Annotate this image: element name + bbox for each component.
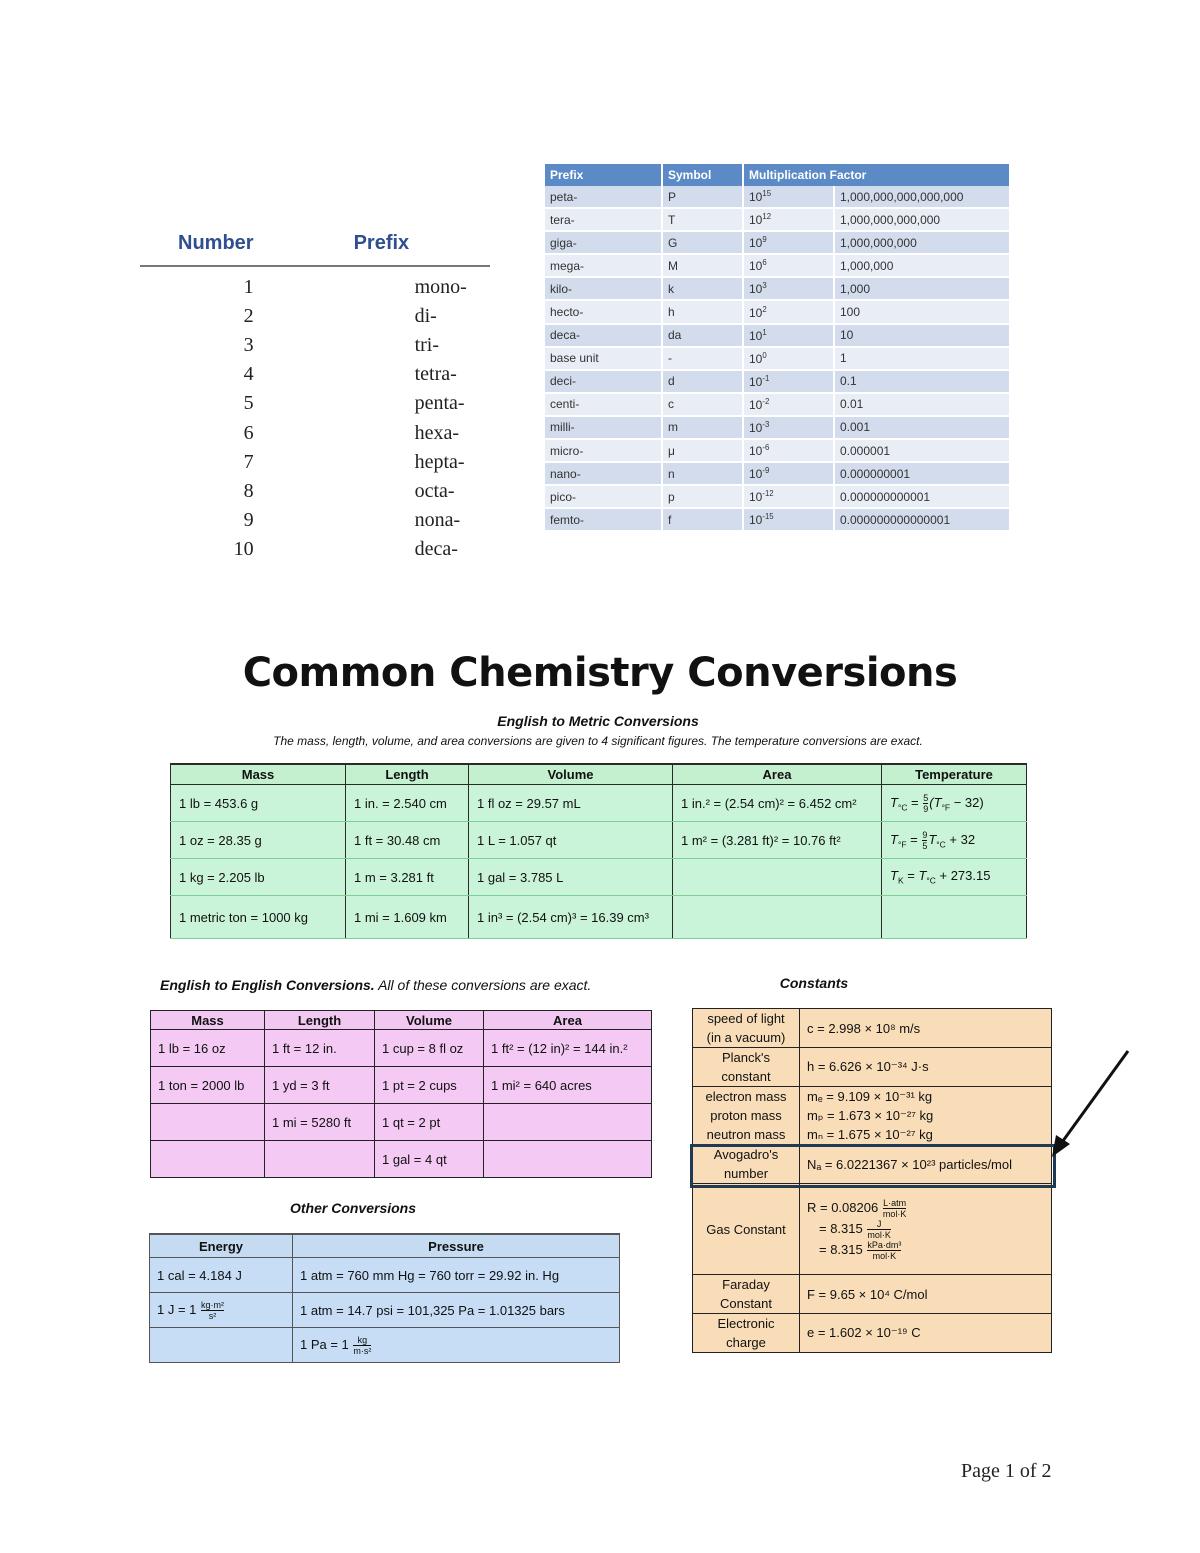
e2m-cell: 1 kg = 2.205 lb xyxy=(171,859,346,896)
si-prefix-row xyxy=(545,208,1010,231)
number-prefix-row xyxy=(140,331,490,360)
si-value-cell: 0.1 xyxy=(834,370,1010,393)
prefix-cell: nona- xyxy=(414,508,461,531)
si-factor-header: Multiplication Factor xyxy=(743,164,1010,186)
si-power-cell: $10^{-1}$ xyxy=(743,370,834,393)
si-power-cell: $10^6$ xyxy=(743,254,834,277)
e2e-row xyxy=(151,1141,652,1178)
pressure-cell: 1 atm = 760 mm Hg = 760 torr = 29.92 in. Hg xyxy=(293,1258,620,1293)
si-power-cell: $10^9$ xyxy=(743,231,834,254)
si-prefix-cell: femto- xyxy=(545,508,662,531)
prefix-cell: octa- xyxy=(414,479,455,502)
pressure-cell: 1 atm = 14.7 psi = 101,325 Pa = 1.01325 bars xyxy=(293,1293,620,1328)
constant-value: mₑ = 9.109 × 10⁻³¹ kg mₚ = 1.673 × 10⁻²⁷ kg mₙ = 1.675 × 10⁻²⁷ kg xyxy=(800,1087,1052,1145)
e2e-mass-header: Mass xyxy=(151,1011,265,1030)
si-value-cell: 0.001 xyxy=(834,416,1010,439)
si-symbol-cell: f xyxy=(662,508,743,531)
avogadro-highlight-box xyxy=(690,1144,1056,1188)
si-power-cell: $10^{-6}$ xyxy=(743,439,834,462)
e2m-cell: 1 m² = (3.281 ft)² = 10.76 ft² xyxy=(673,822,882,859)
english-metric-note: The mass, length, volume, and area conversions are given to 4 significant figures. The temperature conversions are exact. xyxy=(273,734,923,748)
english-metric-table xyxy=(170,763,1027,939)
si-prefix-row xyxy=(545,277,1010,300)
e2e-row xyxy=(151,1030,652,1067)
prefix-cell: hexa- xyxy=(414,421,459,444)
e2e-volume-header: Volume xyxy=(375,1011,484,1030)
e2m-cell: 1 oz = 28.35 g xyxy=(171,822,346,859)
si-prefix-cell: deca- xyxy=(545,324,662,347)
si-value-cell: 1,000,000 xyxy=(834,254,1010,277)
prefix-cell: tri- xyxy=(414,334,440,357)
si-value-cell: 1,000,000,000,000,000 xyxy=(834,186,1010,208)
number-cell: 4 xyxy=(243,363,254,386)
constant-label: speed of light (in a vacuum) xyxy=(693,1009,800,1048)
si-symbol-cell: μ xyxy=(662,439,743,462)
si-symbol-cell: T xyxy=(662,208,743,231)
si-value-cell: 0.01 xyxy=(834,393,1010,416)
si-prefix-cell: peta- xyxy=(545,186,662,208)
e2e-length-header: Length xyxy=(265,1011,375,1030)
si-power-cell: $10^1$ xyxy=(743,324,834,347)
si-value-cell: 1 xyxy=(834,347,1010,370)
prefix-cell: penta- xyxy=(414,392,465,415)
number-prefix-row xyxy=(140,535,490,564)
si-prefix-cell: tera- xyxy=(545,208,662,231)
e2e-area-header: Area xyxy=(484,1011,652,1030)
e2e-cell: 1 mi = 5280 ft xyxy=(265,1104,375,1141)
number-cell: 6 xyxy=(243,421,254,444)
e2e-cell xyxy=(265,1141,375,1178)
si-power-cell: $10^2$ xyxy=(743,300,834,323)
number-cell: 3 xyxy=(243,334,254,357)
constant-value: Nₐ = 6.0221367 × 10²³ particles/mol xyxy=(800,1145,1052,1184)
si-prefix-cell: nano- xyxy=(545,462,662,485)
pressure-cell: 1 Pa = 1 $\frac{kg}{\text{m·s²}}$ xyxy=(293,1328,620,1363)
temp-formula-f: $T_{^\circ F}$ = $\frac{9}{5}$ $T_{^\circ C} + 32$ xyxy=(882,822,1027,859)
e2m-cell: 1 in³ = (2.54 cm)³ = 16.39 cm³ xyxy=(469,896,673,939)
si-symbol-cell: h xyxy=(662,300,743,323)
english-english-title: English to English Conversions. All of these conversions are exact. xyxy=(160,977,592,993)
energy-cell xyxy=(150,1328,293,1363)
e2m-cell: 1 ft = 30.48 cm xyxy=(346,822,469,859)
si-prefix-header: Prefix xyxy=(545,164,662,186)
constant-label: Gas Constant xyxy=(693,1184,800,1275)
si-symbol-cell: M xyxy=(662,254,743,277)
e2m-cell: 1 L = 1.057 qt xyxy=(469,822,673,859)
e2m-cell xyxy=(882,896,1027,939)
e2e-cell xyxy=(484,1104,652,1141)
si-prefix-cell: centi- xyxy=(545,393,662,416)
number-prefix-row xyxy=(140,477,490,506)
e2e-cell: 1 cup = 8 fl oz xyxy=(375,1030,484,1067)
si-prefix-row xyxy=(545,416,1010,439)
e2e-cell: 1 yd = 3 ft xyxy=(265,1067,375,1104)
e2m-mass-header: Mass xyxy=(171,764,346,785)
si-prefix-row xyxy=(545,370,1010,393)
e2e-row xyxy=(151,1067,652,1104)
number-cell: 2 xyxy=(243,305,254,328)
e2e-cell: 1 lb = 16 oz xyxy=(151,1030,265,1067)
si-symbol-cell: P xyxy=(662,186,743,208)
other-conversions-table xyxy=(149,1233,620,1363)
si-prefix-row xyxy=(545,231,1010,254)
e2m-volume-header: Volume xyxy=(469,764,673,785)
e2m-cell: 1 metric ton = 1000 kg xyxy=(171,896,346,939)
si-prefix-cell: base unit xyxy=(545,347,662,370)
si-prefix-cell: kilo- xyxy=(545,277,662,300)
si-symbol-cell: p xyxy=(662,485,743,508)
si-value-cell: 1,000,000,000 xyxy=(834,231,1010,254)
si-prefix-row xyxy=(545,393,1010,416)
si-prefix-cell: micro- xyxy=(545,439,662,462)
si-prefix-row xyxy=(545,508,1010,531)
constant-label: Electronic charge xyxy=(693,1314,800,1353)
si-value-cell: 1,000 xyxy=(834,277,1010,300)
si-symbol-cell: k xyxy=(662,277,743,300)
e2e-cell: 1 ft² = (12 in)² = 144 in.² xyxy=(484,1030,652,1067)
english-english-table xyxy=(150,1010,652,1178)
si-power-cell: $10^{-12}$ xyxy=(743,485,834,508)
si-prefix-cell: pico- xyxy=(545,485,662,508)
prefix-cell: tetra- xyxy=(414,363,457,386)
number-cell: 1 xyxy=(243,276,254,299)
e2e-cell: 1 gal = 4 qt xyxy=(375,1141,484,1178)
number-prefix-row xyxy=(140,266,490,302)
constant-label: Avogadro's number xyxy=(693,1145,800,1184)
si-prefix-row xyxy=(545,254,1010,277)
number-prefix-row xyxy=(140,448,490,477)
si-prefix-cell: milli- xyxy=(545,416,662,439)
constant-value: c = 2.998 × 10⁸ m/s xyxy=(800,1009,1052,1048)
e2e-cell: 1 ton = 2000 lb xyxy=(151,1067,265,1104)
si-prefix-cell: mega- xyxy=(545,254,662,277)
page-number: Page 1 of 2 xyxy=(961,1460,1052,1482)
si-prefix-cell: giga- xyxy=(545,231,662,254)
constant-value: R = 0.08206 $\frac{\text{L·atm}}{\text{mol·K}}$ = 8.315 $\frac{J}{\text{mol·K}}$ = 8.315 $\frac{\text{kPa·dm³}}{\text{mol·K}}$ xyxy=(800,1184,1052,1275)
e2m-cell xyxy=(673,896,882,939)
english-metric-title: English to Metric Conversions xyxy=(497,713,699,729)
si-symbol-header: Symbol xyxy=(662,164,743,186)
energy-cell: 1 J = 1 $\frac{\text{kg·m²}}{\text{s²}}$ xyxy=(150,1293,293,1328)
number-cell: 10 xyxy=(233,537,254,560)
number-header: Number xyxy=(140,225,254,266)
constant-label: Faraday Constant xyxy=(693,1275,800,1314)
si-prefix-table xyxy=(545,164,1011,532)
si-power-cell: $10^{15}$ xyxy=(743,186,834,208)
si-power-cell: $10^{-2}$ xyxy=(743,393,834,416)
si-power-cell: $10^0$ xyxy=(743,347,834,370)
number-prefix-row xyxy=(140,302,490,331)
si-value-cell: 100 xyxy=(834,300,1010,323)
temp-formula-c: $T_{^\circ C}$ = $\frac{5}{9}$ $(T_{^\circ F} - 32)$ xyxy=(882,785,1027,822)
prefix-cell: hepta- xyxy=(414,450,465,473)
constant-value: h = 6.626 × 10⁻³⁴ J·s xyxy=(800,1048,1052,1087)
e2m-cell xyxy=(673,859,882,896)
e2m-cell: 1 in.² = (2.54 cm)² = 6.452 cm² xyxy=(673,785,882,822)
si-prefix-row xyxy=(545,462,1010,485)
pressure-header: Pressure xyxy=(293,1234,620,1258)
constants-title: Constants xyxy=(779,975,849,991)
constant-value: F = 9.65 × 10⁴ C/mol xyxy=(800,1275,1052,1314)
si-symbol-cell: n xyxy=(662,462,743,485)
e2m-cell: 1 m = 3.281 ft xyxy=(346,859,469,896)
si-symbol-cell: da xyxy=(662,324,743,347)
prefix-cell: di- xyxy=(414,305,437,328)
si-value-cell: 0.000000000000001 xyxy=(834,508,1010,531)
si-prefix-row xyxy=(545,485,1010,508)
si-power-cell: $10^3$ xyxy=(743,277,834,300)
e2m-cell: 1 lb = 453.6 g xyxy=(171,785,346,822)
si-prefix-cell: hecto- xyxy=(545,300,662,323)
e2e-cell xyxy=(151,1141,265,1178)
prefix-cell: deca- xyxy=(414,537,458,560)
number-prefix-row xyxy=(140,418,490,447)
constant-label: Planck's constant xyxy=(693,1048,800,1087)
e2e-cell: 1 ft = 12 in. xyxy=(265,1030,375,1067)
prefix-cell: mono- xyxy=(414,276,467,299)
e2m-length-header: Length xyxy=(346,764,469,785)
page-title: Common Chemistry Conversions xyxy=(242,650,958,696)
energy-header: Energy xyxy=(150,1234,293,1258)
e2e-cell xyxy=(151,1104,265,1141)
si-power-cell: $10^{-3}$ xyxy=(743,416,834,439)
number-cell: 9 xyxy=(243,508,254,531)
e2e-cell xyxy=(484,1141,652,1178)
e2m-area-header: Area xyxy=(673,764,882,785)
number-prefix-table xyxy=(140,225,490,564)
si-symbol-cell: d xyxy=(662,370,743,393)
number-prefix-row xyxy=(140,360,490,389)
si-power-cell: $10^{12}$ xyxy=(743,208,834,231)
e2m-cell: 1 gal = 3.785 L xyxy=(469,859,673,896)
si-power-cell: $10^{-15}$ xyxy=(743,508,834,531)
e2m-cell: 1 in. = 2.540 cm xyxy=(346,785,469,822)
other-conversions-title: Other Conversions xyxy=(289,1200,417,1216)
si-symbol-cell: - xyxy=(662,347,743,370)
si-prefix-row xyxy=(545,347,1010,370)
si-value-cell: 0.000000001 xyxy=(834,462,1010,485)
constant-label: electron mass proton mass neutron mass xyxy=(693,1087,800,1145)
prefix-header: Prefix xyxy=(254,225,490,266)
e2e-cell: 1 qt = 2 pt xyxy=(375,1104,484,1141)
si-prefix-row xyxy=(545,186,1010,208)
e2e-cell: 1 pt = 2 cups xyxy=(375,1067,484,1104)
number-prefix-row xyxy=(140,506,490,535)
temp-formula-k: $T_K = T_{^\circ C} + 273.15$ xyxy=(882,859,1027,896)
si-value-cell: 1,000,000,000,000 xyxy=(834,208,1010,231)
e2e-row xyxy=(151,1104,652,1141)
si-power-cell: $10^{-9}$ xyxy=(743,462,834,485)
si-prefix-cell: deci- xyxy=(545,370,662,393)
si-prefix-row xyxy=(545,324,1010,347)
number-cell: 5 xyxy=(243,392,254,415)
energy-cell: 1 cal = 4.184 J xyxy=(150,1258,293,1293)
si-value-cell: 0.000000000001 xyxy=(834,485,1010,508)
si-value-cell: 10 xyxy=(834,324,1010,347)
si-prefix-row xyxy=(545,439,1010,462)
e2m-cell: 1 mi = 1.609 km xyxy=(346,896,469,939)
number-cell: 8 xyxy=(243,479,254,502)
constant-value: e = 1.602 × 10⁻¹⁹ C xyxy=(800,1314,1052,1353)
si-symbol-cell: G xyxy=(662,231,743,254)
number-prefix-row xyxy=(140,389,490,418)
si-value-cell: 0.000001 xyxy=(834,439,1010,462)
e2m-cell: 1 fl oz = 29.57 mL xyxy=(469,785,673,822)
si-symbol-cell: c xyxy=(662,393,743,416)
si-symbol-cell: m xyxy=(662,416,743,439)
e2e-cell: 1 mi² = 640 acres xyxy=(484,1067,652,1104)
pointer-arrow-icon xyxy=(1040,1045,1135,1160)
number-cell: 7 xyxy=(243,450,254,473)
e2m-temperature-header: Temperature xyxy=(882,764,1027,785)
si-prefix-row xyxy=(545,300,1010,323)
